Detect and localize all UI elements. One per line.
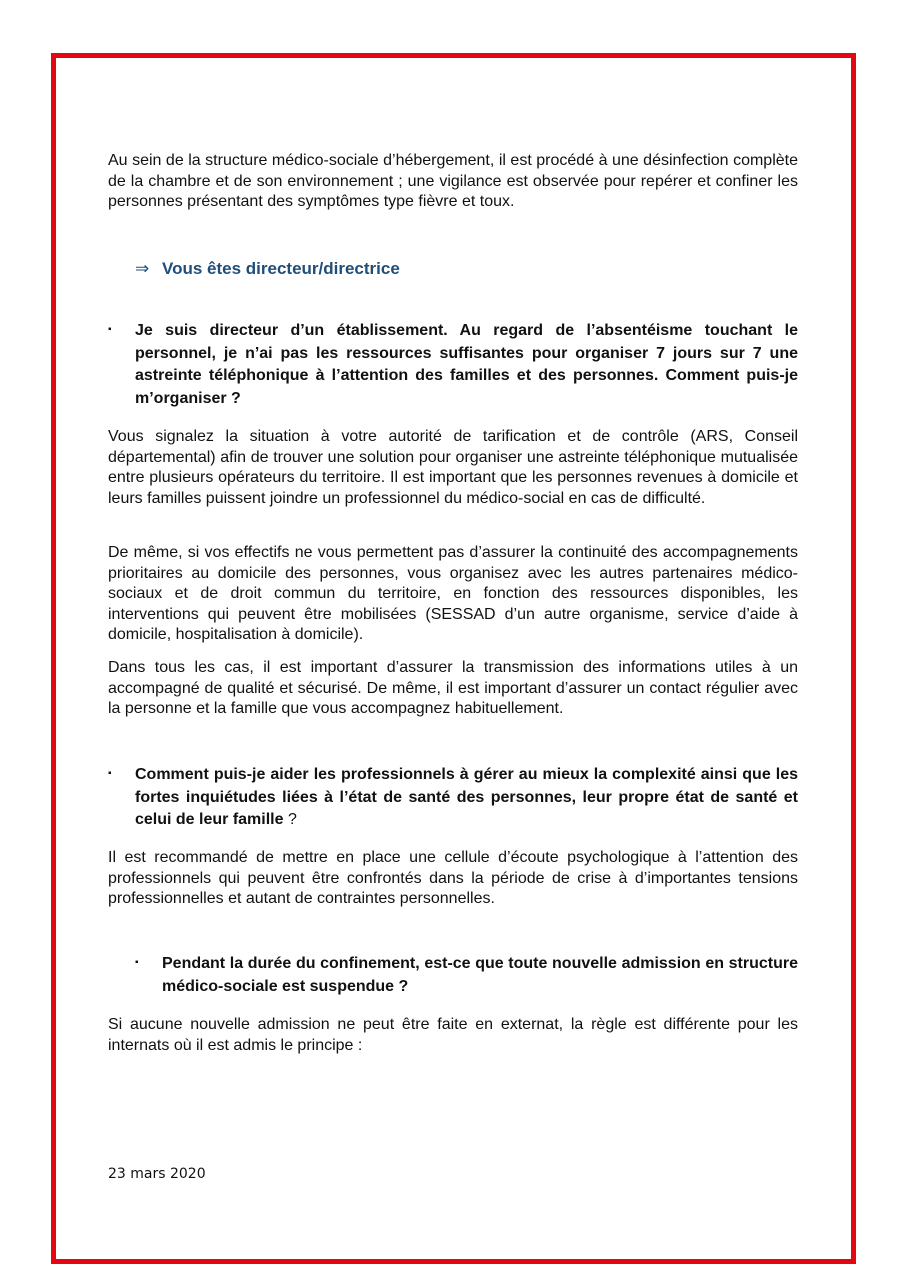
question-2-text: Comment puis-je aider les professionnels à gérer au mieux la complexité ainsi que les fortes inquiétudes liées à l’état de santé des personnes, leur propre état de santé et celui de leur famille	[135, 766, 798, 828]
question-2	[135, 764, 798, 832]
section-heading-text: Vous êtes directeur/directrice	[162, 259, 400, 278]
answer-3-paragraph: Si aucune nouvelle admission ne peut être faite en externat, la règle est différente pour les internats où il est admis le principe :	[108, 1016, 798, 1054]
footer-date: 23 mars 2020	[108, 1166, 206, 1182]
answer-1-paragraph-3: Dans tous les cas, il est important d’assurer la transmission des informations utiles à un accompagné de qualité et sécurisé. De même, il est important d’assurer un contact régulier avec la personne et la famille que vous accompagnez habituellement.	[108, 659, 798, 718]
answer-1-paragraph-2: De même, si vos effectifs ne vous permettent pas d’assurer la continuité des accompagnements prioritaires au domicile des personnes, vous organisez avec les autres partenaires médico-sociaux et de droit commun du territoire, en fonction des ressources disponibles, les interventions qui peuvent être mobilisées (SESSAD d’un autre organisme, service d’aide à domicile, hospitalisation à domicile).	[108, 544, 798, 644]
right-arrow-icon: ⇒	[135, 259, 150, 278]
square-bullet-icon: ▪	[108, 768, 112, 779]
section-heading	[135, 259, 400, 279]
square-bullet-icon: ▪	[135, 957, 139, 968]
answer-1-paragraph-1: Vous signalez la situation à votre autorité de tarification et de contrôle (ARS, Conseil départemental) afin de trouver une solution pour organiser une astreinte téléphonique mutualisée entre plusieurs opérateurs du territoire. Il est important que les personnes revenues à domicile et leurs familles puissent joindre un professionnel du médico-social en cas de difficulté.	[108, 428, 798, 507]
intro-paragraph: Au sein de la structure médico-sociale d’hébergement, il est procédé à une désinfection complète de la chambre et de son environnement ; une vigilance est observée pour repérer et confiner les personnes présentant des symptômes type fièvre et toux.	[108, 152, 798, 211]
answer-2-paragraph: Il est recommandé de mettre en place une cellule d’écoute psychologique à l’attention des professionnels qui peuvent être confrontés dans la période de crise à d’importantes tensions professionnelles et autant de contraintes personnelles.	[108, 849, 798, 908]
question-1: Je suis directeur d’un établissement. Au regard de l’absentéisme touchant le personnel, je n’ai pas les ressources suffisantes pour organiser 7 jours sur 7 une astreinte téléphonique à l’attention des familles et des personnes. Comment puis-je m’organiser ?	[135, 322, 798, 407]
question-3: Pendant la durée du confinement, est-ce que toute nouvelle admission en structure médico-sociale est suspendue ?	[162, 955, 798, 995]
question-2-mark: ?	[283, 811, 297, 828]
square-bullet-icon: ▪	[108, 324, 112, 335]
